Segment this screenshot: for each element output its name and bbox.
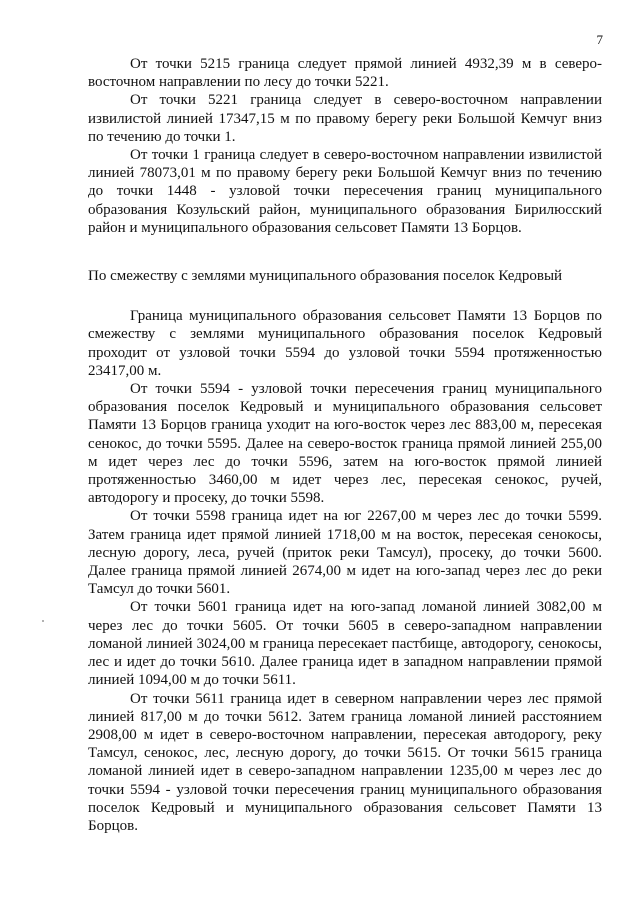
spacer bbox=[88, 237, 602, 267]
paragraph: Граница муниципального образования сельсовет Памяти 13 Борцов по смежеству с землями муниципального образования поселок Кедровый проходит от узловой точки 5594 до узловой точки 5594 протяженностью 23417,00 м. bbox=[88, 308, 602, 379]
spacer bbox=[88, 285, 602, 307]
page-number: 7 bbox=[596, 32, 603, 47]
document-body bbox=[88, 55, 602, 835]
paragraph: От точки 1 граница следует в северо-восточном направлении извилистой линией 78073,01 м по правому берегу реки Большой Кемчуг вниз по течению до точки 1448 - узловой точки пересечения границ муниципального образования Козульский район, муниципального образования Бирилюсский район и муниципального образования сельсовет Памяти 13 Борцов. bbox=[88, 147, 602, 236]
scan-speck bbox=[42, 620, 44, 622]
section-heading: По смежеству с землями муниципального образования поселок Кедровый bbox=[88, 268, 563, 285]
paragraph: От точки 5601 граница идет на юго-запад ломаной линией 3082,00 м через лес до точки 5605. От точки 5605 в северо-западном направлении ломаной линией 3024,00 м граница пересекает пастбище, автодорогу, сенокосы, лес и идет до точки 5610. Далее граница идет в западном направлении прямой линией 1094,00 м до точки 5611. bbox=[88, 599, 602, 689]
paragraph: От точки 5215 граница следует прямой линией 4932,39 м в северо-восточном направлении по лесу до точки 5221. bbox=[88, 56, 602, 91]
paragraph: От точки 5611 граница идет в северном направлении через лес прямой линией 817,00 м до точки 5612. Затем граница ломаной линией расстоянием 2908,00 м идет в северо-восточном направлении, пересекая автодорогу, реку Тамсул, сенокос, лес, лесную дорогу, до точки 5615. От точки 5615 граница ломаной линией идет в северо-западном направлении 1235,00 м через лес до точки 5594 - узловой точки пересечения границ муниципального образования поселок Кедровый и муниципального образования сельсовет Памяти 13 Борцов. bbox=[88, 690, 602, 834]
paragraph: От точки 5221 граница следует в северо-восточном направлении извилистой линией 17347,15 м по правому берегу реки Большой Кемчуг вниз по течению до точки 1. bbox=[88, 92, 602, 145]
paragraph: От точки 5594 - узловой точки пересечения границ муниципального образования поселок Кедровый и муниципального образования сельсовет Памяти 13 Борцов граница уходит на юго-восток через лес 883,00 м, пересекая сенокос, до точки 5595. Далее на северо-восток граница прямой линией 255,00 м идет через лес до точки 5596, затем на юго-восток прямой линией протяженностью 3460,00 м идет через лес, пересекая сенокос, ручей, автодорогу и просеку, до точки 5598. bbox=[88, 381, 602, 507]
paragraph: От точки 5598 граница идет на юг 2267,00 м через лес до точки 5599. Затем граница идет прямой линией 1718,00 м на восток, пересекая сенокосы, лесную дорогу, леса, ручей (приток реки Тамсул), просеку, до точки 5600. Далее граница прямой линией 2674,00 м идет на юго-запад через лес до реки Тамсул до точки 5601. bbox=[88, 508, 602, 598]
